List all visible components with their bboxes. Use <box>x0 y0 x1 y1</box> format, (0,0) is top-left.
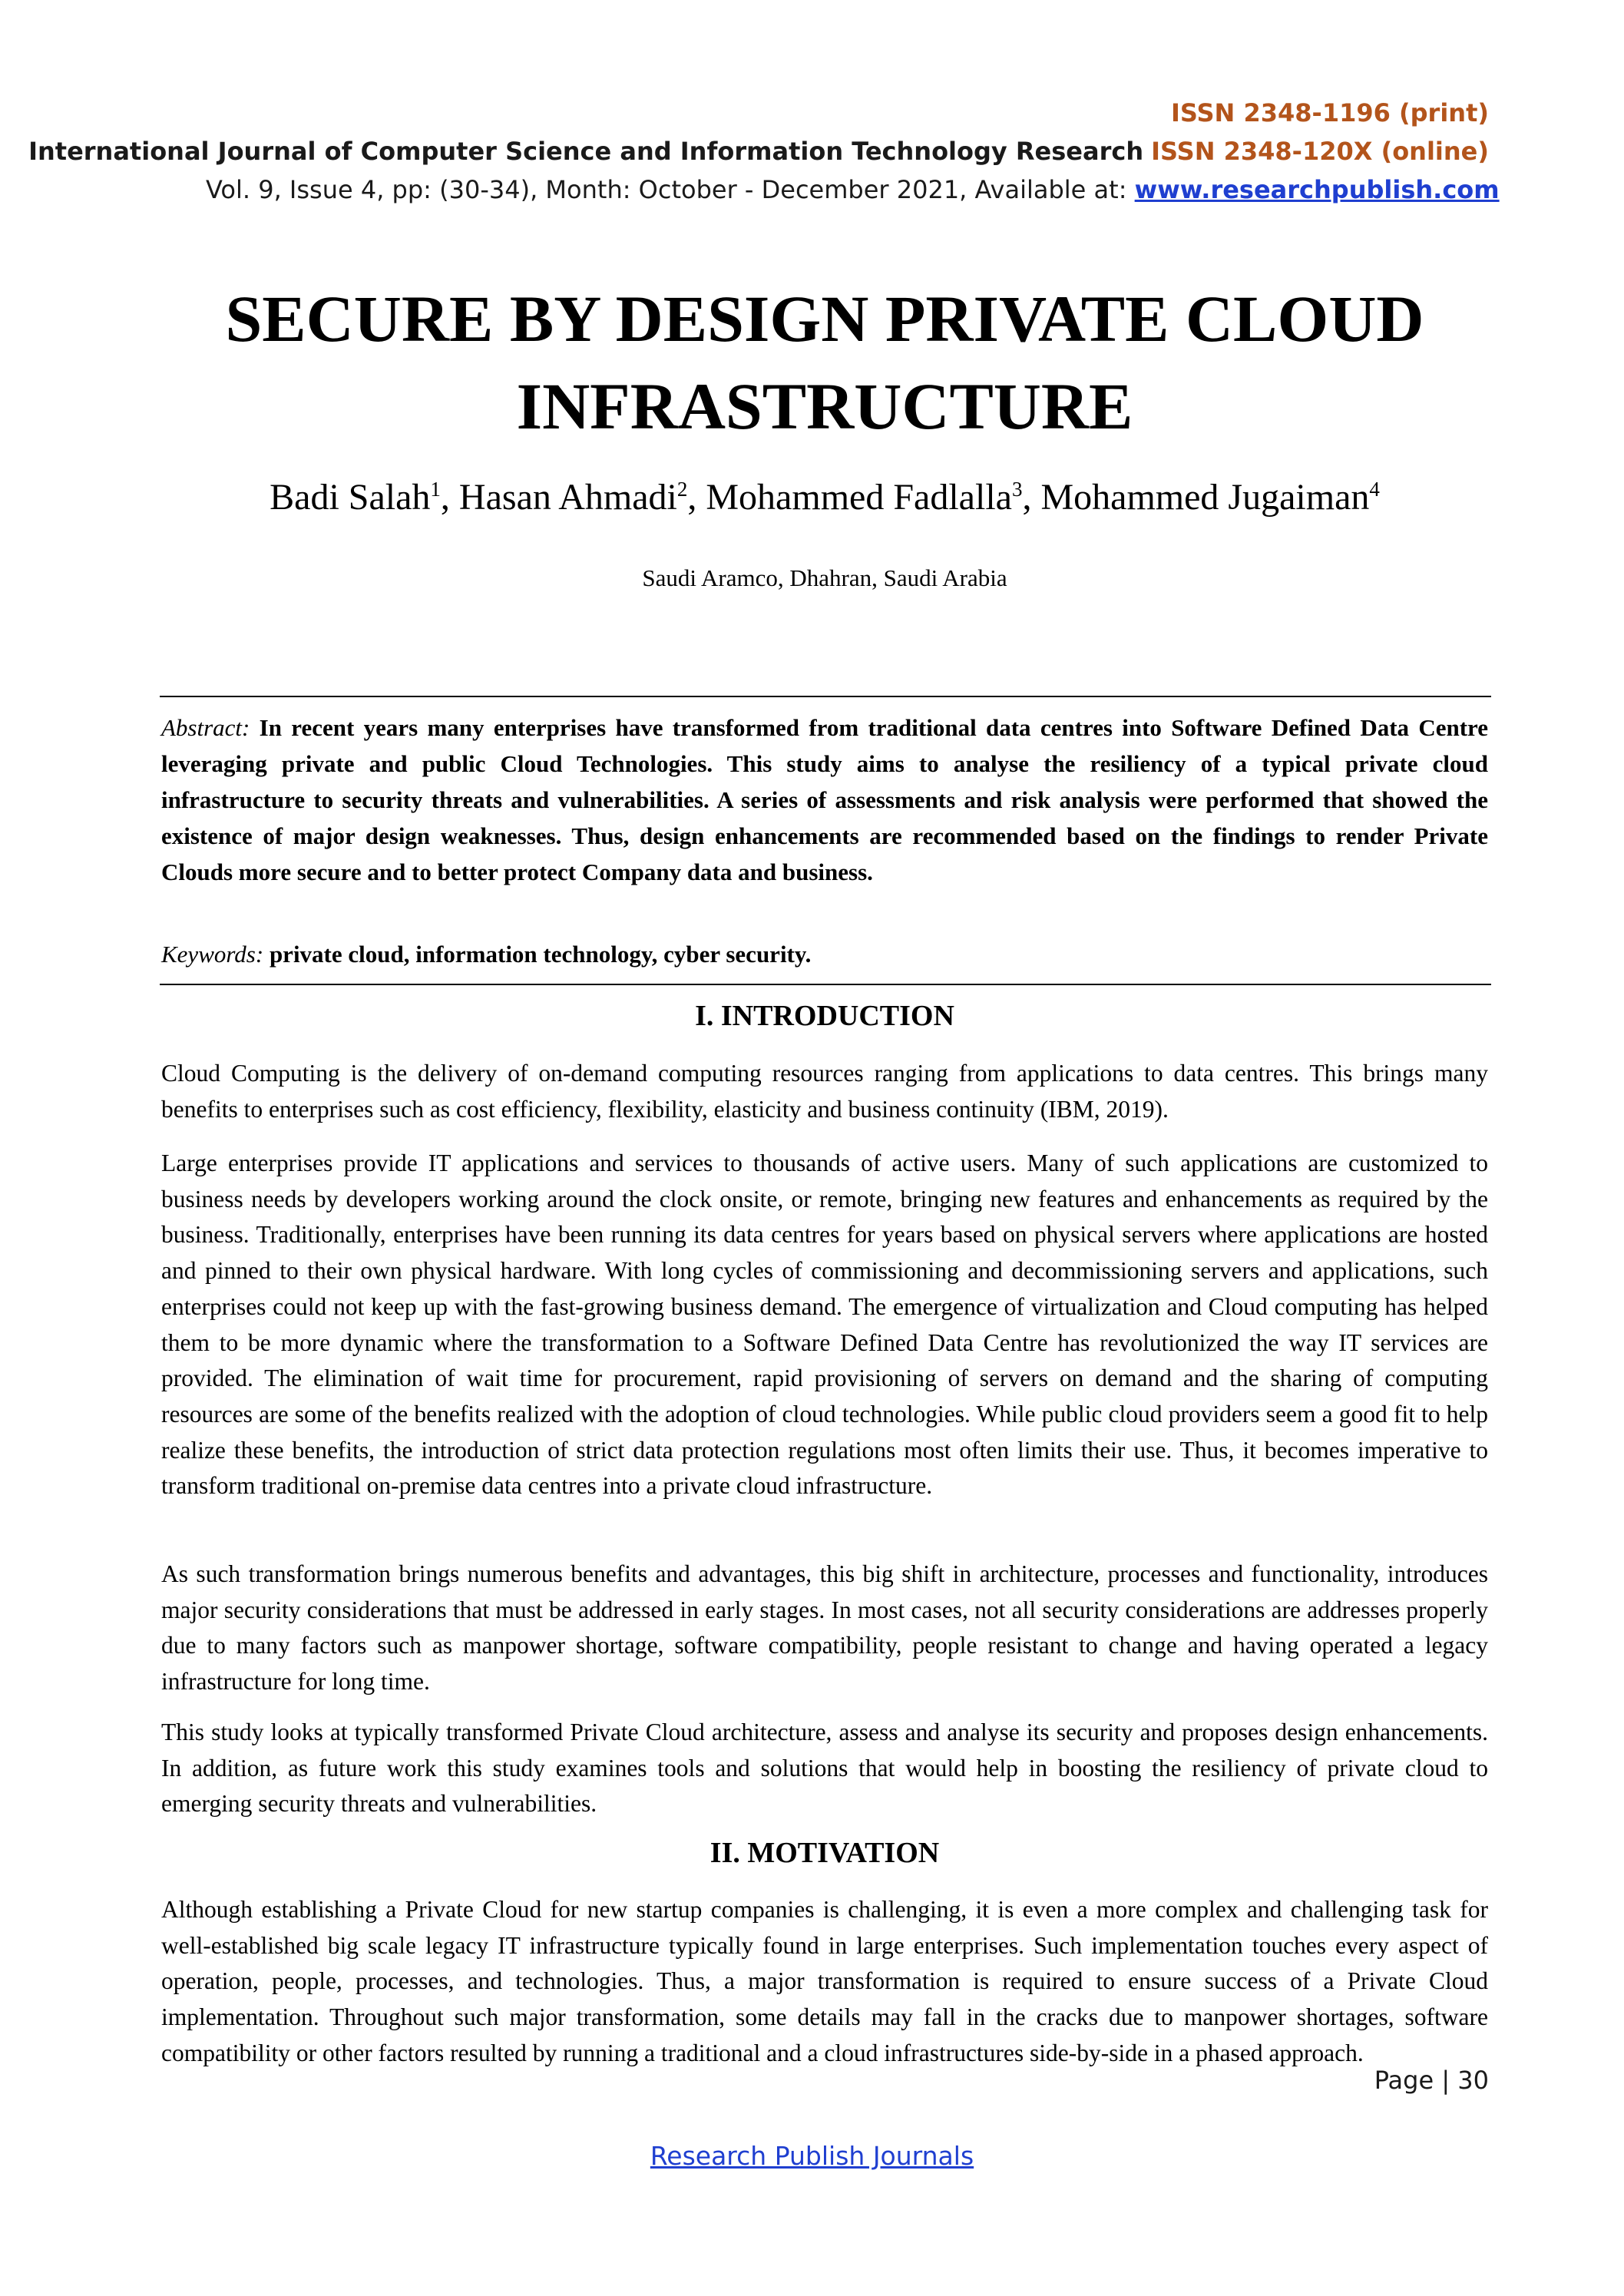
section-heading-introduction: I. INTRODUCTION <box>695 1000 954 1032</box>
paper-title: SECURE BY DESIGN PRIVATE CLOUD INFRASTRUCTURE <box>225 282 1424 443</box>
publisher-footer-link[interactable]: Research Publish Journals <box>650 2141 974 2171</box>
author-list <box>161 476 1488 518</box>
issn-print: ISSN 2348-1196 (print) <box>1170 98 1489 127</box>
abstract-label: Abstract: <box>161 714 250 741</box>
keywords-label: Keywords: <box>161 941 264 968</box>
keywords-text: private cloud, information technology, cyber security. <box>269 941 812 968</box>
intro-paragraph: This study looks at typically transformed Private Cloud architecture, assess and analyse its security and proposes design enhancements. In addition, as future work this study examines tools and solutions that would help in boosting the resiliency of private cloud to emerging security threats and vulnerabilities. <box>161 1719 1488 1818</box>
keywords <box>161 941 1488 968</box>
author-affiliation-mark: 3 <box>1011 478 1023 501</box>
journal-name: International Journal of Computer Science and Information Technology Research <box>28 137 1144 166</box>
author-name: Mohammed Fadlalla <box>706 477 1012 518</box>
section-heading-motivation: II. MOTIVATION <box>709 1837 940 1869</box>
intro-paragraph: Large enterprises provide IT applications and services to thousands of active users. Many of such applications are customized to business needs by developers working around the clock onsite, or remote, bringing new features and enhancements as required by the business. Traditionally, enterprises have been running its data centres for years based on physical servers where applications are hosted and pinned to their own physical hardware. With long cycles of commissioning and decommissioning servers and applications, such enterprises could not keep up with the fast-growing business demand. The emergence of virtualization and Cloud computing has helped them to be more dynamic where the transformation to a Software Defined Data Centre has revolutionized the way IT services are provided. The elimination of wait time for procurement, rapid provisioning of servers on demand and the sharing of computing resources are some of the benefits realized with the adoption of cloud technologies. While public cloud providers seem a good fit to help realize these benefits, the introduction of strict data protection regulations most often limits their use. Thus, it becomes imperative to transform traditional on-premise data centres into a private cloud infrastructure. <box>161 1150 1488 1500</box>
author-separator: , <box>1022 477 1041 518</box>
abstract <box>161 710 1488 890</box>
author-name: Mohammed Jugaiman <box>1040 477 1370 518</box>
author-name: Badi Salah <box>270 477 431 518</box>
author-separator: , <box>440 477 459 518</box>
abstract-bottom-rule <box>160 984 1491 985</box>
abstract-top-rule <box>160 696 1491 697</box>
abstract-text: In recent years many enterprises have transformed from traditional data centres into Software Defined Data Centre leveraging private and public Cloud Technologies. This study aims to analyse the resiliency of a typical private cloud infrastructure to security threats and vulnerabilities. A series of assessments and risk analysis were performed that showed the existence of major design weaknesses. Thus, design enhancements are recommended based on the findings to render Private Clouds more secure and to better protect Company data and business. <box>161 714 1489 885</box>
page-number: Page | 30 <box>1374 2066 1489 2095</box>
author-affiliation-mark: 2 <box>676 478 688 501</box>
author-affiliation-mark: 4 <box>1369 478 1380 501</box>
author-separator: , <box>687 477 706 518</box>
volume-info: Vol. 9, Issue 4, pp: (30-34), Month: October - December 2021, Available at: <box>206 175 1127 204</box>
intro-paragraph: As such transformation brings numerous benefits and advantages, this big shift in architecture, processes and functionality, introduces major security considerations that must be addressed in early stages. In most cases, not all security considerations are addresses properly due to many factors such as manpower shortage, software compatibility, people resistant to change and having operated a legacy infrastructure for long time. <box>161 1560 1488 1696</box>
affiliation: Saudi Aramco, Dhahran, Saudi Arabia <box>642 564 1007 591</box>
volume-info-line <box>206 175 1500 204</box>
issn-online: ISSN 2348-120X (online) <box>1151 137 1489 166</box>
author-affiliation-mark: 1 <box>430 478 441 501</box>
intro-paragraph: Cloud Computing is the delivery of on-demand computing resources ranging from applications to data centres. This brings many benefits to enterprises such as cost efficiency, flexibility, elasticity and business continuity (IBM, 2019). <box>161 1060 1488 1123</box>
journal-line <box>28 137 1489 166</box>
author-name: Hasan Ahmadi <box>458 477 677 518</box>
journal-website-link[interactable]: www.researchpublish.com <box>1134 175 1500 204</box>
motivation-paragraph: Although establishing a Private Cloud for new startup companies is challenging, it is even a more complex and challenging task for well-established big scale legacy IT infrastructure typically found in large enterprises. Such implementation touches every aspect of operation, people, processes, and technologies. Thus, a major transformation is required to ensure success of a Private Cloud implementation. Throughout such major transformation, some details may fall in the cracks due to manpower shortages, software compatibility or other factors resulted by running a traditional and a cloud infrastructures side-by-side in a phased approach. <box>161 1896 1488 2066</box>
